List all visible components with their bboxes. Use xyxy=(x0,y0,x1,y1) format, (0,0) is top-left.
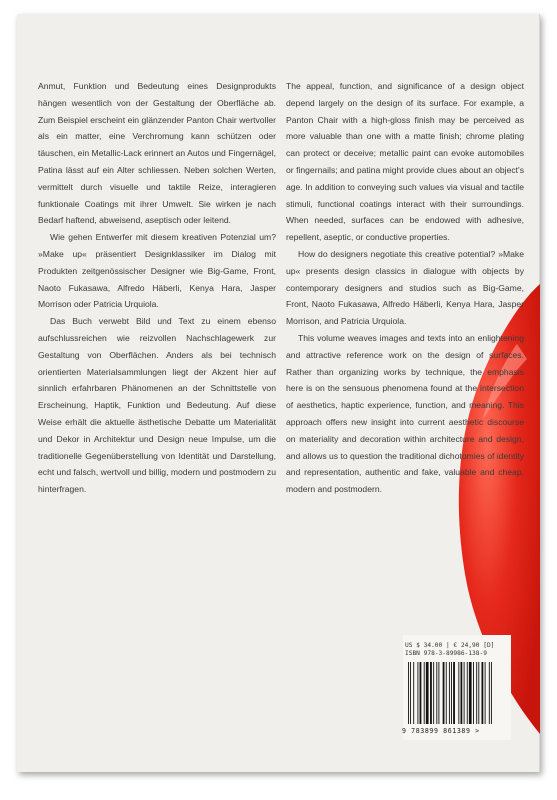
barcode-bar xyxy=(453,662,455,724)
barcode-bar xyxy=(446,662,447,724)
barcode-bar xyxy=(413,662,414,724)
barcode-bar xyxy=(476,662,477,724)
barcode-digits: 9 783899 861389 > xyxy=(402,727,480,735)
german-paragraph-1: Anmut, Funktion und Bedeutung eines Designprodukts hängen wesentlich von der Gestaltung der Oberfläche ab. Zum Beispiel erscheint ein glänzender Panton Chair wertvoller als ein matter, eine Verchromung kann schützen oder täuschen, ein Metallic-Lack erinnert an Autos und Fingernägel, Patina lässt auf ein Alter schliessen. Neben solchen Werten, vermittelt durch visuelle und taktile Reize, interagieren funktionale Coatings mit ihrer Umwelt. Sie wirken je nach Bedarf haftend, abweisend, aseptisch oder leitend. xyxy=(38,81,276,226)
barcode-bar xyxy=(420,662,422,724)
barcode-bar xyxy=(451,662,452,724)
barcode-bar xyxy=(430,662,432,724)
barcode-bar xyxy=(458,662,459,724)
barcode-bar xyxy=(433,662,434,724)
barcode-bar xyxy=(436,662,437,724)
german-paragraph-3: Das Buch verwebt Bild und Text zu einem ebenso aufschlussreichen wie reizvollen Nachschlagewerk zur Gestaltung von Oberflächen. Anders als bei technisch orientierten Materialsammlungen liegt der Akzent hier auf sinnlich erfahrbaren Phänomenen an der Schnittstelle von Erscheinung, Haptik, Funktion und Bedeutung. Auf diese Weise erhält die aktuelle ästhetische Debatte um Materialität und Dekor in Architektur und Design neue Impulse, um die traditionelle Gegenüberstellung von Identität und Darstellung, echt und falsch, wertvoll und billig, modern und postmodern zu hinterfragen. xyxy=(38,316,276,495)
barcode-bar xyxy=(473,662,474,724)
german-paragraph-2: Wie gehen Entwerfer mit diesem kreativen Potenzial um? »Make up« präsentiert Designklassiker im Dialog mit Produkten zeitgenössischer Designer wie Big-Game, Front, Naoto Fukasawa, Alfredo Häberli, Kenya Hara, Jasper Morrison oder Patricia Urquiola. xyxy=(38,232,276,310)
barcode-bar xyxy=(491,662,492,724)
english-text-column xyxy=(286,78,524,498)
barcode-bar xyxy=(410,662,411,724)
barcode-bar xyxy=(478,662,479,724)
barcode-bar xyxy=(464,662,465,724)
english-paragraph-1: The appeal, function, and significance of a design object depend largely on the design of its surface. For example, a Panton Chair with a high-gloss finish may be perceived as more valuable than one with a matte finish; chrome plating can protect or deceive; metallic paint can evoke automobiles or fingernails; and patina might provide clues about an object's age. In addition to conveying such values via visual and tactile stimuli, functional coatings interact with their surroundings. When needed, surfaces can be endowed with adhesive, repellent, aseptic, or conductive properties. xyxy=(286,81,524,243)
barcode-bar xyxy=(424,662,425,724)
barcode-bar xyxy=(485,662,486,724)
price-label: US $ 34.00 | € 24,90 [D] xyxy=(405,642,495,649)
barcode-bar xyxy=(469,662,472,724)
barcode-bar xyxy=(408,662,409,724)
barcode-bar xyxy=(443,662,445,724)
barcode-bar xyxy=(438,662,439,724)
barcode-bar xyxy=(461,662,463,724)
german-text-column xyxy=(38,78,276,498)
barcode-bar xyxy=(467,662,468,724)
barcode-bar xyxy=(489,662,490,724)
price-isbn-block xyxy=(405,642,494,659)
english-paragraph-3: This volume weaves images and texts into an enlightening and attractive reference work on the design of surfaces. Rather than organizing works by technique, the emphasis here is on the sensuous phenomena found at the intersection of aesthetics, haptic experience, function, and meaning. This approach offers new insight into current aesthetic discourse on materiality and decoration within architecture and design, and allows us to question the traditional dichotomies of identity and representation, authentic and fake, valuable and cheap, modern and postmodern. xyxy=(286,332,524,495)
barcode-bar xyxy=(449,662,450,724)
barcode-bars xyxy=(408,662,508,726)
english-paragraph-2: How do designers negotiate this creative potential? »Make up« presents design classics in dialogue with objects by contemporary designers and studios such as Big-Game, Front, Naoto Fukasawa, Alfredo Häberli, Kenya Hara, Jasper Morrison, and Patricia Urquiola. xyxy=(286,248,524,327)
isbn-label: ISBN 978-3-89986-138-9 xyxy=(405,650,487,658)
barcode-bar xyxy=(426,662,429,724)
barcode-bar xyxy=(417,662,418,724)
barcode-bar xyxy=(482,662,484,724)
